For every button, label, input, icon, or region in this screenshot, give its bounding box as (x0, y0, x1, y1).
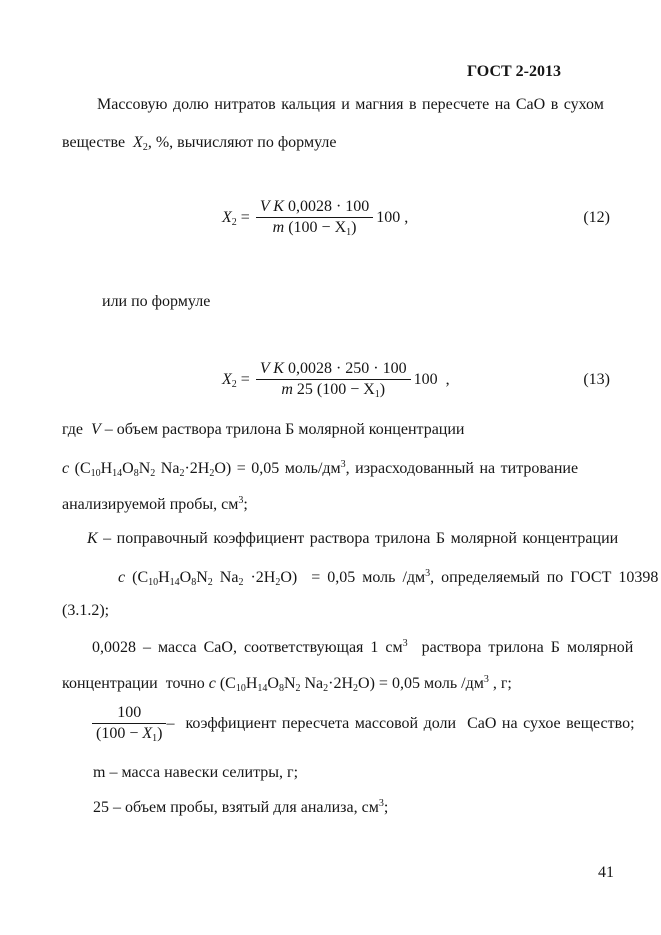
intro-line-1: Массовую долю нитратов кальция и магния в пересчете на СаО в сухом (97, 96, 604, 113)
definition-v-chem-line: c ($C_{10}H_{14}O_8N_2$ $Na_2\cdot 2H_2O) = 0,05$ моль/$дм^3$, израсходованный на титрование (62, 459, 579, 479)
formula-13-numerator: V K 0,0028 · 250 · 100 (256, 360, 411, 380)
formula-13-fraction (256, 360, 411, 400)
definition-k-line: K – поправочный коэффициент раствора трилона Б молярной концентрации (87, 530, 619, 547)
formula-12-factor: 100 , (376, 209, 409, 226)
formula-12-fraction (256, 198, 373, 238)
definition-25-line: 25 – объем пробы, взятый для анализа, $см^3$; (93, 798, 389, 816)
definition-v-end-line: анализируемой пробы, $см^3$; (62, 495, 248, 513)
definition-k-chem-line: c ($C_{10}H_{14}O_8N_2$ $Na_2 \cdot 2H_2O) = 0,05$ моль $/дм^3$, определяемый по ГОСТ 10398 (118, 568, 659, 588)
formula-12-number: (12) (583, 209, 610, 226)
formula-13-lhs: $X_2$ = (222, 370, 250, 390)
page-number: 41 (598, 864, 614, 881)
formula-12-denominator: m $(100 - X_1)$ (272, 219, 357, 238)
coefficient-fraction-line (0, 702, 661, 746)
or-formula-line: или по формуле (102, 293, 211, 310)
definition-mass-line-2: концентрации точно c ($C_{10}H_{14}O_8N_2$ $Na_2\cdot 2H_2O) = 0,05$ моль $/дм^3$ , г; (62, 674, 512, 694)
intro-line-2: веществе $X_2$, %, вычисляют по формуле (62, 134, 337, 153)
definition-v-line: где V – объем раствора трилона Б молярной концентрации (62, 421, 465, 438)
coefficient-fraction (92, 704, 166, 744)
formula-13-number: (13) (583, 371, 610, 388)
formula-12-lhs: $X_2$ = (222, 208, 250, 228)
header-doc-code: ГОСТ 2-2013 (467, 63, 561, 80)
coefficient-denominator: $(100 - X_1)$ (96, 725, 163, 744)
formula-13-factor: 100 , (413, 371, 450, 388)
coefficient-description: – коэффициент пересчета массовой доли СаО на сухое вещество; (166, 715, 635, 732)
formula-12 (0, 195, 661, 241)
definition-m-line: m – масса навески селитры, г; (93, 764, 299, 781)
formula-13 (0, 357, 661, 403)
formula-12-numerator: V K 0,0028 · 100 (256, 198, 373, 218)
coefficient-numerator: 100 (92, 704, 166, 724)
formula-13-denominator: m 25 $(100 - X_1)$ (281, 381, 386, 400)
definition-mass-line-1: 0,0028 – масса СаО, соответствующая 1 $см^3$ раствора трилона Б молярной (92, 638, 634, 656)
definition-k-ref-line: (3.1.2); (62, 602, 110, 619)
